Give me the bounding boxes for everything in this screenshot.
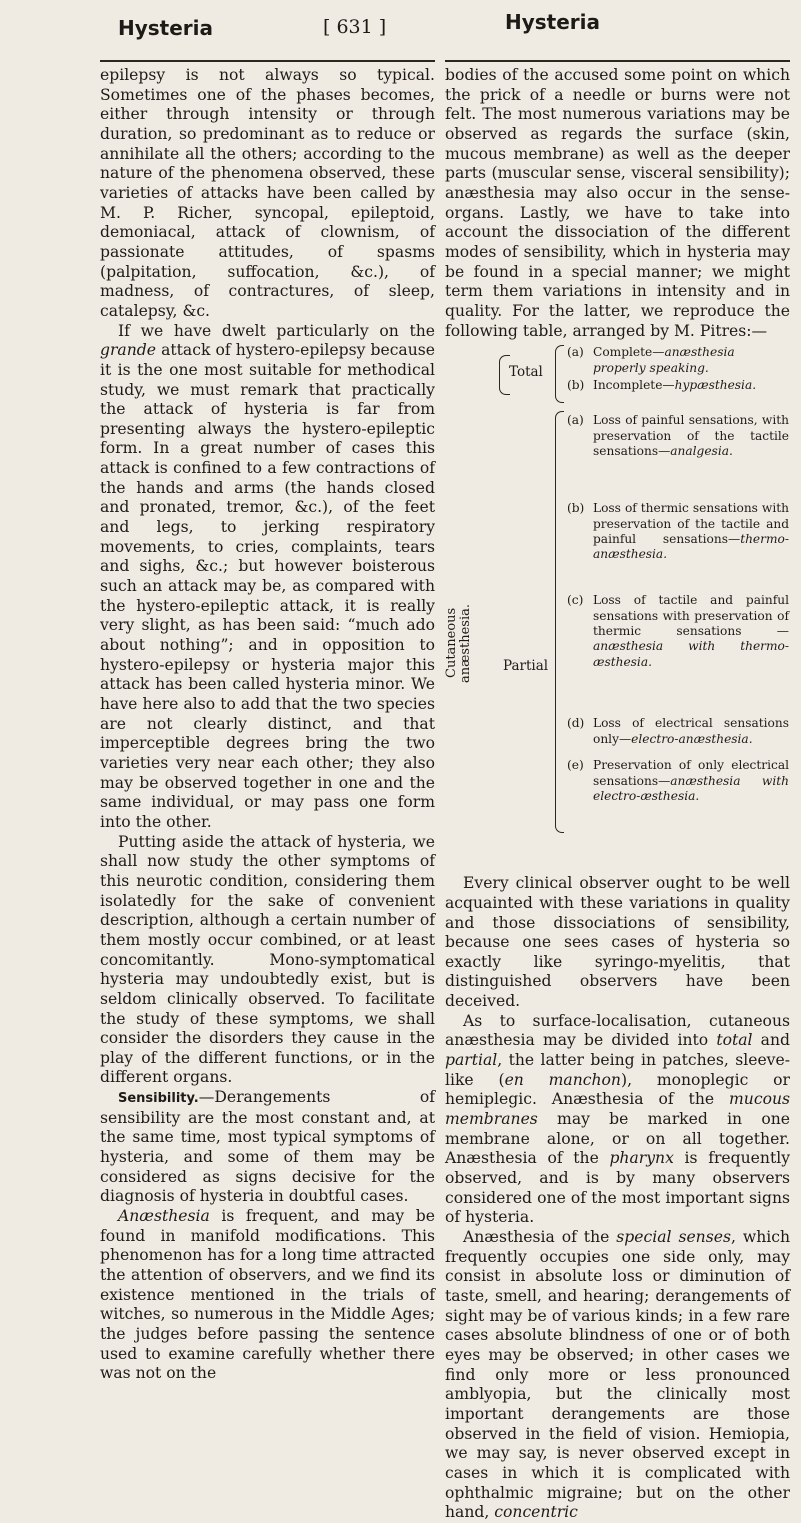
pitres-classification-table: Cutaneous anæsthesia. Total (a) Complete—anæsthesia properly speaking. (b) Incomplete—hypæsthesia. Partial (a) Loss of painful sensations, with preservation of the tactile sensations—analgesia. (b) Loss of thermic sensations with preservation of the tactile and painful sensations—thermo-anæsthesia. (c) Loss of tactile and painful sensations with preservation of thermic sensations —anæsthesia with thermo-æsthesia. (d) Loss of electrical sensations only—electro-anæsthesia. (e) Preservation of only electrical sensations—anæsthesia with electro-æsthesia. xyxy=(445,341,790,874)
header-rule-left xyxy=(100,60,435,62)
paragraph: Anæsthesia of the special senses, which frequently occupies one side only, may consist in absolute loss or diminution of taste, smell, and hearing; derangements of sight may be of various kinds; in a few rare cases absolute blindness of one or of both eyes may be observed; in other cases we find only more or less pronounced amblyopia, but the clinically most important derangements are those observed in the field of vision. Hemiopia, we may say, is never observed except in cases in which it is complicated with ophthalmic migraine; but on the other hand, concentric xyxy=(445,1228,791,1522)
paragraph: epilepsy is not always so typical. Sometimes one of the phases becomes, either through intensity or through duration, so predominant as to reduce or annihilate all the others; according to the nature of the phenomena observed, these varieties of attacks have been called by M. P. Richer, syncopal, epileptoid, demoniacal, attack of clownism, of passionate attitudes, of spasms (palpitation, suffocation, &c.), of madness, of contractures, of sleep, catalepsy, &c. xyxy=(100,66,435,320)
running-header xyxy=(0,10,801,58)
paragraph: Putting aside the attack of hysteria, we shall now study the other symptoms of this neurotic condition, considering them isolatedly for the sake of convenient description, although a certain number of them mostly occur combined, or at least concomitantly. Mono-symptomatical hysteria may undoubtedly exist, but is seldom clinically observed. To facilitate the study of these symptoms, we shall consider the disorders they cause in the play of the different functions, or in the different organs. xyxy=(100,832,435,1087)
label-total: Total xyxy=(509,364,543,381)
paragraph: Sensibility.—Derangements of sensibility are the most constant and, at the same time, most typical symptoms of hysteria, and some of them may be considered as signs decisive for the diagnosis of hysteria in doubtful cases. xyxy=(100,1088,435,1206)
page-number: [ 631 ] xyxy=(323,16,387,38)
paragraph: Every clinical observer ought to be well acquainted with these variations in quality and those dissociations of sensibility, because one sees cases of hysteria so exactly like syringo-myelitis, that distinguished observers have been deceived. xyxy=(445,874,790,1011)
bracket-total-items xyxy=(555,345,564,403)
paragraph: As to surface-localisation, cutaneous anæsthesia may be divided into total and partial, the latter being in patches, sleeve-like (en manchon), monoplegic or hemiplegic. Anæsthesia of the mucous membranes may be marked in one membrane alone, or on all together. Anæsthesia of the pharynx is frequently observed, and is by many observers considered one of the most important signs of hysteria. xyxy=(445,1011,791,1227)
section-heading: Sensibility. xyxy=(118,1091,199,1107)
header-right-title: Hysteria xyxy=(505,10,601,34)
paragraph: bodies of the accused some point on which the prick of a needle or burns were not felt. The most numerous variations may be observed as regards the surface (skin, mucous membrane) as well as the deeper parts (muscular sense, visceral sensibility); anæsthesia may also occur in the sense-organs. Lastly, we have to take into account the dissociation of the different modes of sensibility, which in hysteria may be found in a special manner; we might term them variations in intensity and in quality. For the latter, we reproduce the following table, arranged by M. Pitres:— xyxy=(445,66,790,340)
table-side-label: Cutaneous anæsthesia. xyxy=(444,603,473,683)
paragraph: If we have dwelt particularly on the grande attack of hystero-epilepsy because it is the one most suitable for methodical study, we must remark that practically the attack of hysteria is far from presenting always the hystero-epileptic form. In a great number of cases this attack is confined to a few contractions of the hands and arms (the hands closed and pronated, tremor, &c.), of the feet and legs, to jerking respiratory movements, to cries, complaints, tears and sighs, &c.; but however boisterous such an attack may be, as compared with the hystero-epileptic attack, it is really very slight, as has been said: “much ado about nothing”; and in opposition to hystero-epilepsy or hysteria major this attack has been called hysteria minor. We have here also to add that the two species are not clearly distinct, and that imperceptible degrees bring the two varieties very near each other; they also may be observed together in one and the same individual, or may pass one form into the other. xyxy=(100,321,435,831)
header-left-title: Hysteria xyxy=(118,16,214,40)
paragraph: Anæsthesia is frequent, and may be found in manifold modifications. This phenomenon has for a long time attracted the attention of observers, and we find its existence mentioned in the trials of witches, so numerous in the Middle Ages; the judges before passing the sentence used to examine carefully whether there was not on the xyxy=(100,1207,435,1383)
header-rule-right xyxy=(445,60,790,62)
right-column xyxy=(445,66,790,1523)
label-partial: Partial xyxy=(503,658,549,675)
left-column xyxy=(100,66,435,1384)
bracket-partial-items xyxy=(555,411,564,833)
